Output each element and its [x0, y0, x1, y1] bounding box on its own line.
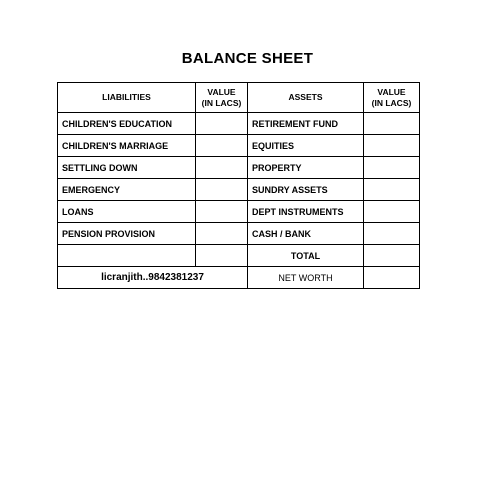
total-value-cell[interactable] — [364, 245, 420, 267]
liability-value-cell[interactable] — [196, 179, 248, 201]
asset-value-cell[interactable] — [364, 201, 420, 223]
value-left-header-line1: VALUE — [207, 86, 236, 97]
table-row — [58, 157, 420, 179]
value-right-header-line2: (IN LACS) — [371, 97, 412, 108]
total-row — [58, 245, 420, 267]
liability-value-cell[interactable] — [196, 201, 248, 223]
liability-label: LOANS — [58, 201, 196, 223]
table-row — [58, 223, 420, 245]
empty-cell — [196, 245, 248, 267]
value-right-header — [364, 83, 420, 113]
liability-label: CHILDREN'S MARRIAGE — [58, 135, 196, 157]
asset-value-cell[interactable] — [364, 113, 420, 135]
liability-value-cell[interactable] — [196, 223, 248, 245]
asset-label: EQUITIES — [248, 135, 364, 157]
liability-value-cell[interactable] — [196, 113, 248, 135]
net-worth-label: NET WORTH — [248, 267, 364, 289]
net-worth-value-cell[interactable] — [364, 267, 420, 289]
assets-header: ASSETS — [248, 83, 364, 113]
asset-value-cell[interactable] — [364, 157, 420, 179]
asset-value-cell[interactable] — [364, 135, 420, 157]
liability-label: EMERGENCY — [58, 179, 196, 201]
asset-value-cell[interactable] — [364, 223, 420, 245]
asset-label: PROPERTY — [248, 157, 364, 179]
asset-label: DEPT INSTRUMENTS — [248, 201, 364, 223]
asset-label: RETIREMENT FUND — [248, 113, 364, 135]
balance-sheet-table — [57, 82, 420, 289]
liability-label: SETTLING DOWN — [58, 157, 196, 179]
table-row — [58, 179, 420, 201]
value-left-header — [196, 83, 248, 113]
liability-value-cell[interactable] — [196, 157, 248, 179]
liability-label: PENSION PROVISION — [58, 223, 196, 245]
table-row — [58, 201, 420, 223]
table-row — [58, 135, 420, 157]
header-row — [58, 83, 420, 113]
liabilities-header: LIABILITIES — [58, 83, 196, 113]
page-title: BALANCE SHEET — [181, 50, 314, 67]
asset-label: SUNDRY ASSETS — [248, 179, 364, 201]
liability-label: CHILDREN'S EDUCATION — [58, 113, 196, 135]
total-label: TOTAL — [248, 245, 364, 267]
empty-cell — [58, 245, 196, 267]
net-worth-row — [58, 267, 420, 289]
table-row — [58, 113, 420, 135]
contact-text: licranjith..9842381237 — [58, 267, 248, 289]
asset-value-cell[interactable] — [364, 179, 420, 201]
value-right-header-line1: VALUE — [377, 86, 406, 97]
value-left-header-line2: (IN LACS) — [201, 97, 242, 108]
asset-label: CASH / BANK — [248, 223, 364, 245]
liability-value-cell[interactable] — [196, 135, 248, 157]
